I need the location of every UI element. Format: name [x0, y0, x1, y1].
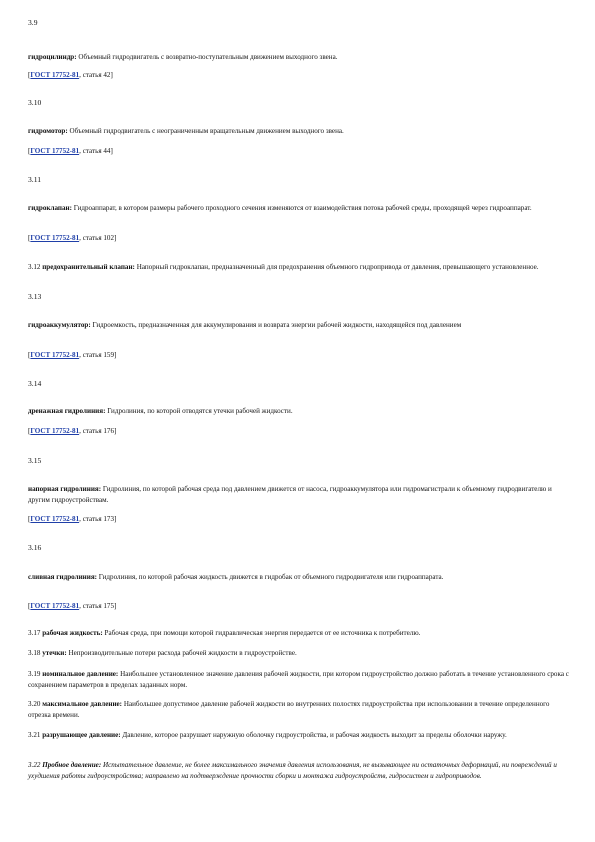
definition-text: Объемный гидродвигатель с неограниченным вращательным движением выходного звена.: [67, 127, 344, 135]
definition-text: Напорный гидроклапан, предназначенный для предохранения объемного гидропривода от давления, превышающего установленное.: [134, 263, 539, 271]
reference-article: , статья 159]: [79, 351, 117, 359]
definition-paragraph: [28, 262, 573, 273]
definition-text: Наибольшее установленное значение давления рабочей жидкости, при котором гидроустройство должно работать в течение установленного срока с сохранением параметров в пределах заданных норм.: [28, 670, 569, 689]
reference-article: , статья 102]: [79, 234, 117, 242]
definition-paragraph: [28, 628, 573, 639]
reference-line: [28, 601, 573, 612]
term: Пробное давление:: [42, 761, 102, 769]
section-number-inline: 3.21: [28, 731, 41, 739]
term: напорная гидролиния:: [28, 485, 102, 493]
section-number: 3.13: [28, 292, 42, 301]
term: номинальное давление:: [42, 670, 119, 678]
section-number-inline: 3.20: [28, 700, 41, 708]
definition-text: Гидроаппарат, в котором размеры рабочего проходного сечения изменяются от взаимодействия потока рабочей среды, проходящей через гидроаппарат.: [72, 204, 532, 212]
gost-link[interactable]: ГОСТ 17752-81: [30, 147, 80, 155]
reference-line: [28, 233, 573, 244]
definition-text: Объемный гидродвигатель с возвратно-поступательным движением выходного звена.: [76, 53, 338, 61]
term: гидроаккумулятор:: [28, 321, 91, 329]
section-number-inline: 3.17: [28, 629, 41, 637]
definition-text: Рабочая среда, при помощи которой гидравлическая энергия передается от ее источника к потребителю.: [102, 629, 421, 637]
section-number: 3.11: [28, 175, 42, 184]
term: рабочая жидкость:: [42, 629, 103, 637]
term: сливная гидролиния:: [28, 573, 98, 581]
section-number-inline: 3.18: [28, 649, 41, 657]
definition-text: Давление, которое разрушает наружную оболочку гидроустройства, и рабочая жидкость выходит за пределы оболочки наружу.: [120, 731, 507, 739]
bracket-open: [: [28, 234, 31, 242]
definition-text: Испытательное давление, не более максимального значения давления использования, не вызывающее ни остаточных деформаций, ни повреждений и ухудшения работы гидроустройства; направлено на подтверждение прочности сборки и монтажа гидроустройств, гидросистем и гидроприводов.: [28, 761, 557, 780]
reference-line: [28, 426, 573, 437]
definition-paragraph: [28, 572, 573, 583]
bracket-open: [: [28, 602, 31, 610]
definition-text: Гидролиния, по которой отводятся утечки рабочей жидкости.: [105, 407, 293, 415]
gost-link[interactable]: ГОСТ 17752-81: [30, 602, 80, 610]
gost-link[interactable]: ГОСТ 17752-81: [30, 234, 80, 242]
reference-article: , статья 173]: [79, 515, 117, 523]
reference-article: , статья 42]: [79, 71, 113, 79]
bracket-open: [: [28, 515, 31, 523]
gost-link[interactable]: ГОСТ 17752-81: [30, 427, 80, 435]
definition-paragraph: [28, 126, 573, 137]
gost-link[interactable]: ГОСТ 17752-81: [30, 71, 80, 79]
reference-line: [28, 350, 573, 361]
definition-paragraph: [28, 406, 573, 417]
section-number: 3.14: [28, 379, 42, 388]
definition-paragraph: [28, 699, 573, 720]
gost-link[interactable]: ГОСТ 17752-81: [30, 351, 80, 359]
term: гидромотор:: [28, 127, 68, 135]
section-number-inline: 3.19: [28, 670, 41, 678]
section-number-inline: 3.12: [28, 263, 41, 271]
definition-text: Наибольшее допустимое давление рабочей жидкости во внутренних полостях гидроустройства при использовании в течение определенного отрезка времени.: [28, 700, 550, 719]
bracket-open: [: [28, 147, 31, 155]
definition-paragraph: [28, 203, 573, 214]
definition-paragraph: [28, 320, 573, 331]
term: дренажная гидролиния:: [28, 407, 106, 415]
definition-text: Гидролиния, по которой рабочая жидкость движется в гидробак от объемного гидродвигателя или гидроаппарата.: [97, 573, 444, 581]
section-number: 3.15: [28, 456, 42, 465]
term: утечки:: [42, 649, 67, 657]
section-number-inline: 3.22: [28, 761, 41, 769]
term: гидроцилиндр:: [28, 53, 77, 61]
reference-article: , статья 44]: [79, 147, 113, 155]
term: разрушающее давление:: [42, 731, 121, 739]
term: предохранительный клапан:: [42, 263, 135, 271]
definition-paragraph: [28, 484, 573, 505]
definition-paragraph: [28, 648, 573, 659]
reference-line: [28, 146, 573, 157]
reference-line: [28, 514, 573, 525]
reference-line: [28, 70, 573, 81]
gost-link[interactable]: ГОСТ 17752-81: [30, 515, 80, 523]
section-number: 3.16: [28, 543, 42, 552]
definition-paragraph: [28, 730, 573, 741]
section-number: 3.10: [28, 98, 42, 107]
reference-article: , статья 175]: [79, 602, 117, 610]
bracket-open: [: [28, 351, 31, 359]
bracket-open: [: [28, 71, 31, 79]
definition-paragraph: [28, 669, 573, 690]
definition-paragraph: [28, 52, 573, 63]
term: гидроклапан:: [28, 204, 72, 212]
term: максимальное давление:: [42, 700, 123, 708]
section-number: 3.9: [28, 18, 38, 27]
definition-paragraph: [28, 760, 573, 781]
definition-text: Гидроемкость, предназначенная для аккумулирования и возврата энергии рабочей жидкости, находящейся под давлением: [90, 321, 462, 329]
bracket-open: [: [28, 427, 31, 435]
definition-text: Гидролиния, по которой рабочая среда под давлением движется от насоса, гидроаккумулятора или гидромагистрали к объемному гидродвигателю и другим гидроустройствам.: [28, 485, 552, 504]
definition-text: Непроизводительные потери расхода рабочей жидкости в гидроустройстве.: [66, 649, 297, 657]
reference-article: , статья 176]: [79, 427, 117, 435]
